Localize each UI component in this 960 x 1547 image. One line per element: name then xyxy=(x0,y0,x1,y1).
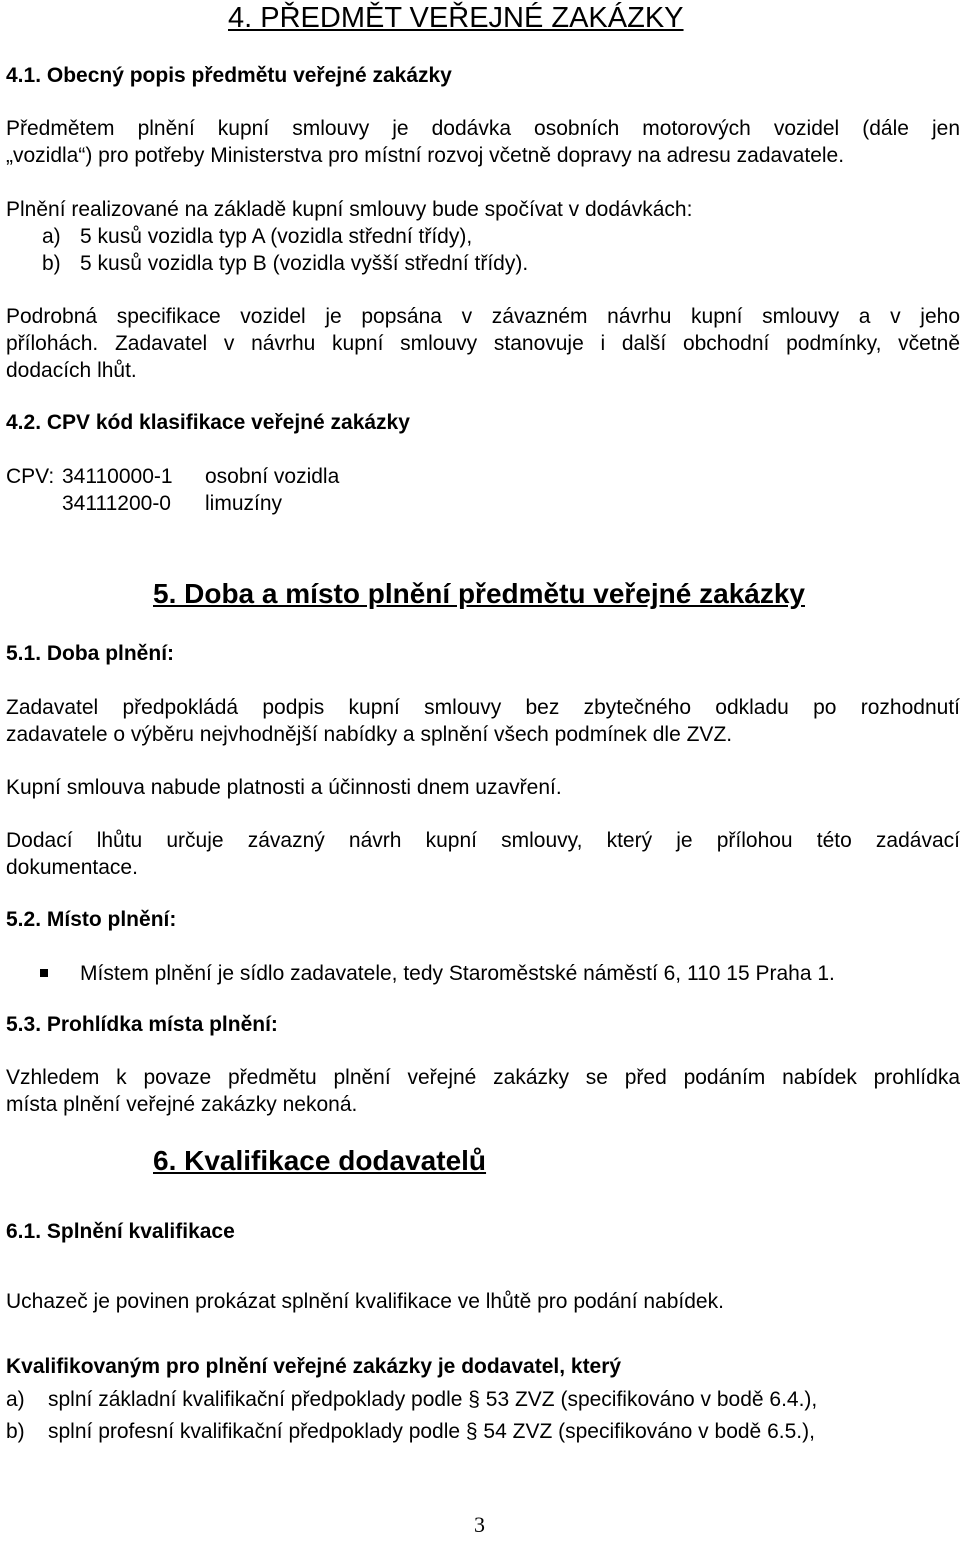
list-item: splní základní kvalifikační předpoklady podle § 53 ZVZ (specifikováno v bodě 6.4.), xyxy=(48,1388,818,1411)
list-item-marker: a) xyxy=(6,1388,25,1411)
list-item: 5 kusů vozidla typ A (vozidla střední třídy), xyxy=(80,225,473,248)
section-5-3-heading: 5.3. Prohlídka místa plnění: xyxy=(6,1013,278,1036)
paragraph-line: Uchazeč je povinen prokázat splnění kvalifikace ve lhůtě pro podání nabídek. xyxy=(6,1290,724,1313)
section-6-heading: 6. Kvalifikace dodavatelů xyxy=(153,1145,487,1176)
paragraph-line: „vozidla“) pro potřeby Ministerstva pro místní rozvoj včetně dopravy na adresu zadavatele. xyxy=(6,144,845,167)
paragraph-line: zadavatele o výběru nejvhodnější nabídky a splnění všech podmínek dle ZVZ. xyxy=(6,723,733,746)
list-item-marker: b) xyxy=(6,1420,25,1443)
cpv-name: osobní vozidla xyxy=(205,465,340,488)
section-4-1-heading: 4.1. Obecný popis předmětu veřejné zakázky xyxy=(6,64,452,87)
paragraph-line: Dodací lhůtu určuje závazný návrh kupní smlouvy, který je přílohou této zadávací xyxy=(6,829,960,852)
list-item-marker: a) xyxy=(42,225,61,248)
section-6-1-heading: 6.1. Splnění kvalifikace xyxy=(6,1220,235,1243)
paragraph-bold: Kvalifikovaným pro plnění veřejné zakázky je dodavatel, který xyxy=(6,1355,622,1378)
section-5-heading: 5. Doba a místo plnění předmětu veřejné zakázky xyxy=(153,578,805,609)
page-number: 3 xyxy=(474,1512,485,1537)
cpv-label: CPV: xyxy=(6,465,55,488)
paragraph-line: Zadavatel předpokládá podpis kupní smlouvy bez zbytečného odkladu po rozhodnutí xyxy=(6,696,960,719)
list-item-marker: b) xyxy=(42,252,61,275)
list-item: 5 kusů vozidla typ B (vozidla vyšší střední třídy). xyxy=(80,252,529,275)
section-4-2-heading: 4.2. CPV kód klasifikace veřejné zakázky xyxy=(6,411,410,434)
list-item: splní profesní kvalifikační předpoklady podle § 54 ZVZ (specifikováno v bodě 6.5.), xyxy=(48,1420,815,1443)
section-5-2-heading: 5.2. Místo plnění: xyxy=(6,908,177,931)
paragraph-line: přílohách. Zadavatel v návrhu kupní smlouvy stanovuje i další obchodní podmínky, včetně xyxy=(6,332,960,355)
square-bullet-icon xyxy=(40,969,48,977)
paragraph-line: Předmětem plnění kupní smlouvy je dodávka osobních motorových vozidel (dále jen xyxy=(6,117,960,140)
paragraph-line: Podrobná specifikace vozidel je popsána v závazném návrhu kupní smlouvy a v jeho xyxy=(6,305,960,328)
list-item: Místem plnění je sídlo zadavatele, tedy Staroměstské náměstí 6, 110 15 Praha 1. xyxy=(80,962,835,985)
cpv-code: 34110000-1 xyxy=(62,465,173,488)
paragraph-line: Kupní smlouva nabude platnosti a účinnosti dnem uzavření. xyxy=(6,776,562,799)
cpv-name: limuzíny xyxy=(205,492,283,515)
paragraph-line: Plnění realizované na základě kupní smlouvy bude spočívat v dodávkách: xyxy=(6,198,693,221)
paragraph-line: Vzhledem k povaze předmětu plnění veřejné zakázky se před podáním nabídek prohlídka xyxy=(6,1066,960,1089)
section-4-heading: 4. PŘEDMĚT VEŘEJNÉ ZAKÁZKY xyxy=(228,2,684,34)
paragraph-line: dodacích lhůt. xyxy=(6,359,137,382)
section-5-1-heading: 5.1. Doba plnění: xyxy=(6,642,175,665)
paragraph-line: dokumentace. xyxy=(6,856,138,879)
cpv-code: 34111200-0 xyxy=(62,492,171,515)
paragraph-line: místa plnění veřejné zakázky nekoná. xyxy=(6,1093,358,1116)
